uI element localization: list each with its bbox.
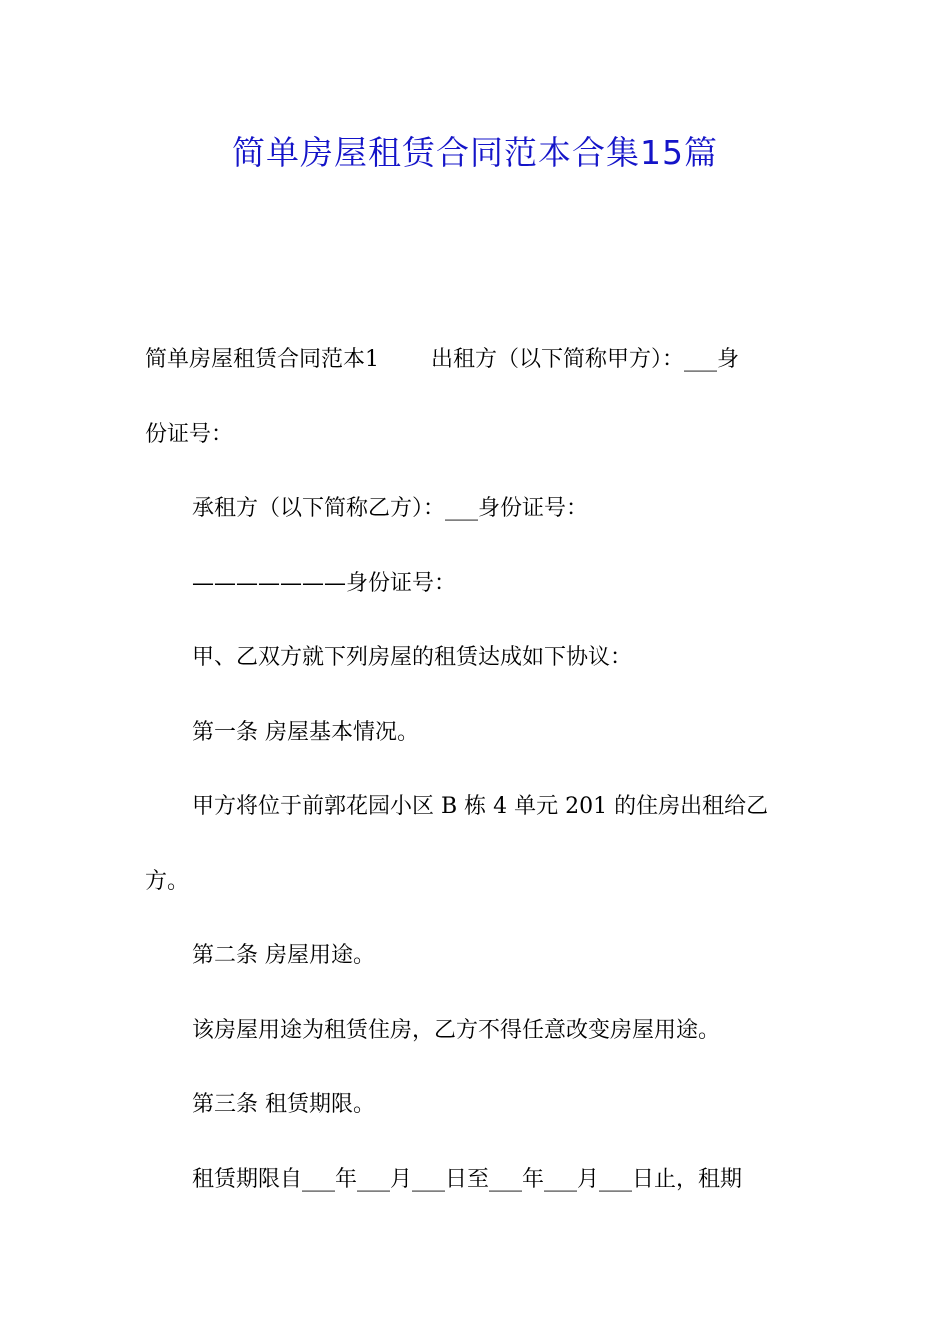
article-heading: 第三条 租赁期限。 (192, 1092, 375, 1117)
paragraph-line: 方。 (145, 868, 190, 894)
paragraph-text: 出租方（以下简称甲方）：___身 (431, 347, 740, 372)
paragraph-line: 甲方将位于前郭花园小区 B 栋 4 单元 201 的住房出租给乙 (192, 794, 769, 819)
paragraph-line (145, 333, 810, 408)
document-body (145, 333, 810, 1227)
paragraph-line: ———————身份证号： (192, 570, 457, 596)
section-heading: 简单房屋租赁合同范本1 (145, 347, 379, 372)
paragraph-line: 该房屋用途为租赁住房，乙方不得任意改变房屋用途。 (192, 1017, 721, 1043)
paragraph-line: 份证号： (145, 421, 234, 447)
article-heading: 第一条 房屋基本情况。 (192, 719, 419, 745)
paragraph-line: 承租方（以下简称乙方）：___身份证号： (192, 496, 589, 521)
document-title: 简单房屋租赁合同范本合集15篇 (232, 133, 718, 172)
paragraph-line: 租赁期限自___年___月___日至___年___月___日止，租期 (192, 1166, 743, 1192)
article-heading: 第二条 房屋用途。 (192, 943, 375, 968)
paragraph-line: 甲、乙双方就下列房屋的租赁达成如下协议： (192, 645, 633, 670)
